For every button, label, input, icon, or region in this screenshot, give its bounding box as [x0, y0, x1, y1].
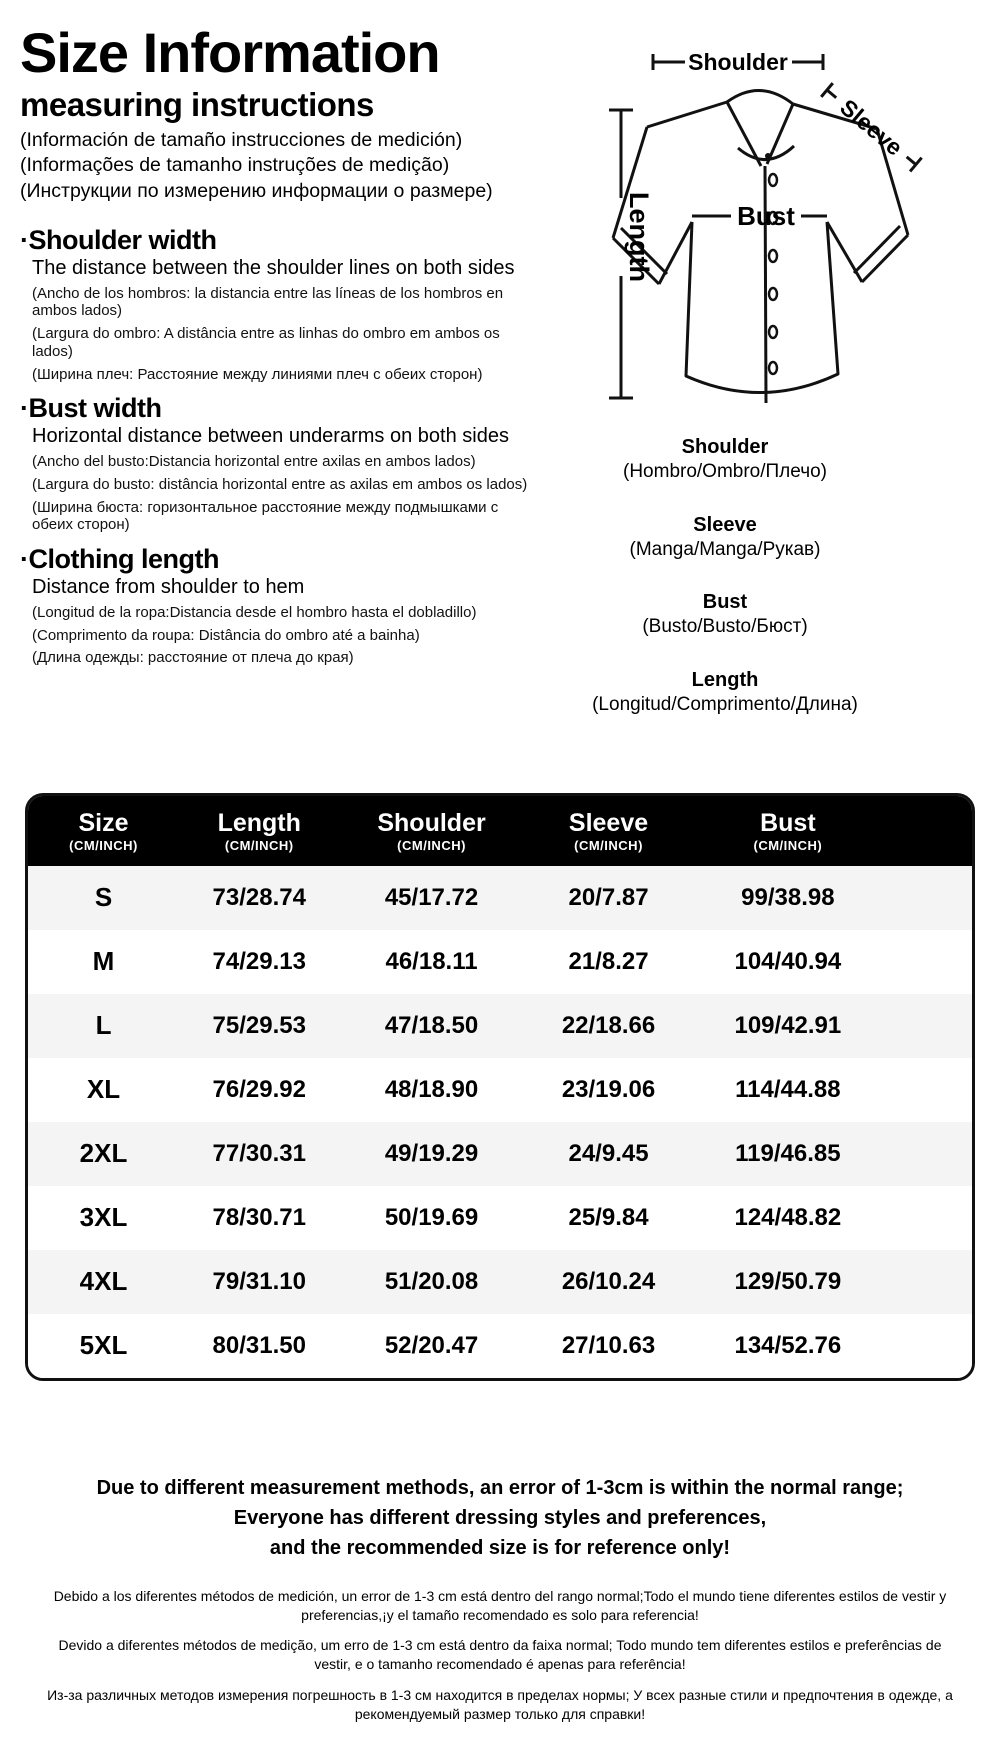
- section-body: Horizontal distance between underarms on both sides: [32, 425, 509, 448]
- shoulder-value: 49/19.29: [384, 1139, 479, 1167]
- spacer-cell: [882, 1250, 972, 1314]
- size-value: S: [94, 882, 113, 913]
- spacer-cell: [882, 866, 972, 930]
- subtitle-translation-ru: (Инструкции по измерению информации о размере): [20, 180, 493, 202]
- shoulder-value: 51/20.08: [384, 1267, 479, 1295]
- size-value: XL: [86, 1074, 121, 1105]
- top-section: [0, 0, 1000, 793]
- section-translation-pt: (Largura do ombro: A distância entre as linhas do ombro em ambos os lados): [32, 325, 500, 360]
- sleeve-value: 24/9.45: [568, 1139, 649, 1167]
- spacer-cell: [882, 796, 972, 866]
- spacer-cell: [882, 1058, 972, 1122]
- shoulder-value: 45/17.72: [384, 883, 479, 911]
- sleeve-value: 26/10.24: [561, 1267, 656, 1295]
- size-value: L: [95, 1010, 112, 1041]
- bust-value: 109/42.91: [734, 1011, 842, 1039]
- sleeve-value: 22/18.66: [561, 1011, 656, 1039]
- legend-translation: (Hombro/Ombro/Плечо): [623, 461, 827, 482]
- shoulder-value: 50/19.69: [384, 1203, 479, 1231]
- bust-value: 99/38.98: [741, 883, 835, 911]
- legend-item-shoulder: [555, 435, 895, 485]
- section-body: The distance between the shoulder lines on both sides: [32, 256, 515, 279]
- section-translation-ru: (Ширина бюста: горизонтальное расстояние между подмышками с обеих сторон): [32, 498, 499, 534]
- bust-value: 104/40.94: [734, 947, 842, 975]
- spacer-cell: [882, 1314, 972, 1378]
- page-subtitle: measuring instructions: [20, 85, 374, 123]
- spacer-cell: [882, 1186, 972, 1250]
- diagram-length-label: Length: [624, 192, 654, 282]
- shoulder-value: 47/18.50: [384, 1011, 479, 1039]
- column-unit: (CM/INCH): [753, 837, 823, 853]
- notice-line: and the recommended size is for reference only!: [269, 1536, 731, 1559]
- length-value: 78/30.71: [212, 1203, 306, 1231]
- notice-translation-ru: Из-за различных методов измерения погрешность в 1-3 см находится в пределах нормы; У всех разные стили и предпочтения в одежде, а рекомендуемый размер только для справки!: [47, 1687, 953, 1723]
- section-translation-ru: (Длина одежды: расстояние от плеча до края): [32, 649, 354, 667]
- diagram-shoulder-label: Shoulder: [688, 49, 788, 75]
- shoulder-value: 46/18.11: [385, 947, 478, 975]
- size-value: 5XL: [79, 1330, 128, 1361]
- section-heading: ·Bust width: [20, 393, 162, 424]
- size-table-header-row: [28, 796, 972, 866]
- bust-value: 124/48.82: [734, 1203, 842, 1231]
- notice-line: Everyone has different dressing styles and preferences,: [233, 1506, 767, 1529]
- length-value: 75/29.53: [212, 1011, 306, 1039]
- length-value: 79/31.10: [212, 1267, 306, 1295]
- column-header-shoulder: [340, 796, 524, 866]
- bust-measure: [692, 201, 827, 231]
- legend-item-bust: [555, 590, 895, 640]
- table-row-l: [28, 994, 972, 1058]
- column-header-length: [179, 796, 339, 866]
- shoulder-value: 48/18.90: [384, 1075, 479, 1103]
- column-label: Length: [217, 809, 301, 837]
- section-shoulder-width: [20, 225, 555, 383]
- section-translation-pt: (Comprimento da roupa: Distância do ombro até a bainha): [32, 626, 420, 644]
- diagram-column: [555, 30, 1000, 746]
- table-row-s: [28, 866, 972, 930]
- length-measure: [609, 110, 654, 398]
- sleeve-measure: [819, 80, 925, 174]
- notice-translation-es: Debido a los diferentes métodos de medición, un error de 1-3 cm está dentro del rango normal;Todo el mundo tiene diferentes estilos de vestir y preferencias,¡y el tamaño recomendado es solo para referencia!: [53, 1587, 947, 1623]
- footer-notice: [0, 1473, 1000, 1724]
- page-title: Size Information: [20, 21, 440, 84]
- table-row-3xl: [28, 1186, 972, 1250]
- shoulder-measure-bracket: [653, 49, 823, 75]
- notice-line: Due to different measurement methods, an error of 1-3cm is within the normal range;: [96, 1476, 904, 1499]
- bust-value: 119/46.85: [735, 1139, 841, 1167]
- bust-value: 129/50.79: [734, 1267, 842, 1295]
- table-row-xl: [28, 1058, 972, 1122]
- legend-item-sleeve: [555, 513, 895, 563]
- column-unit: (CM/INCH): [397, 837, 466, 853]
- sleeve-value: 25/9.84: [568, 1203, 649, 1231]
- section-heading: ·Clothing length: [20, 544, 219, 575]
- spacer-cell: [882, 930, 972, 994]
- legend-term: Bust: [702, 591, 748, 614]
- legend-item-length: [555, 668, 895, 718]
- table-row-5xl: [28, 1314, 972, 1378]
- section-clothing-length: [20, 544, 555, 667]
- length-value: 76/29.92: [212, 1075, 306, 1103]
- legend-term: Shoulder: [681, 436, 769, 458]
- diagram-sleeve-label: Sleeve: [835, 93, 908, 161]
- shirt-diagram: [555, 30, 1000, 415]
- column-label: Size: [78, 809, 129, 837]
- legend-term: Sleeve: [693, 513, 757, 536]
- length-value: 80/31.50: [212, 1331, 306, 1359]
- table-row-m: [28, 930, 972, 994]
- legend-translation: (Busto/Busto/Бюст): [642, 616, 808, 638]
- legend-translation: (Longitud/Comprimento/Длина): [592, 694, 858, 716]
- section-translation-es: (Ancho del busto:Distancia horizontal entre axilas en ambos lados): [32, 453, 476, 471]
- column-header-bust: [693, 796, 882, 866]
- table-row-4xl: [28, 1250, 972, 1314]
- section-translation-es: (Ancho de los hombros: la distancia entre las líneas de los hombros en ambos lados): [32, 284, 504, 320]
- size-value: M: [92, 946, 115, 977]
- diagram-legend: [555, 435, 895, 718]
- diagram-bust-label: Bust: [737, 201, 795, 231]
- subtitle-translation-pt: (Informações de tamanho instruções de medição): [20, 154, 450, 177]
- column-unit: (CM/INCH): [224, 837, 294, 853]
- bust-value: 114/44.88: [735, 1075, 841, 1103]
- length-value: 73/28.74: [212, 883, 306, 911]
- section-translation-es: (Longitud de la ropa:Distancia desde el hombro hasta el dobladillo): [32, 604, 477, 622]
- spacer-cell: [882, 1122, 972, 1186]
- legend-translation: (Manga/Manga/Рукав): [629, 538, 821, 560]
- size-value: 2XL: [79, 1138, 128, 1169]
- sleeve-value: 20/7.87: [568, 883, 649, 911]
- size-value: 3XL: [79, 1202, 128, 1233]
- column-label: Shoulder: [377, 809, 486, 837]
- column-header-sleeve: [524, 796, 694, 866]
- legend-term: Length: [691, 669, 759, 692]
- column-unit: (CM/INCH): [69, 837, 138, 853]
- length-value: 74/29.13: [212, 947, 306, 975]
- section-heading: ·Shoulder width: [20, 224, 217, 255]
- section-bust-width: [20, 393, 555, 534]
- section-body: Distance from shoulder to hem: [32, 576, 305, 599]
- column-header-size: [28, 796, 179, 866]
- instructions-column: [20, 22, 555, 667]
- sleeve-value: 21/8.27: [568, 947, 649, 975]
- table-row-2xl: [28, 1122, 972, 1186]
- column-label: Bust: [760, 809, 816, 837]
- size-table-container: [25, 793, 975, 1381]
- column-unit: (CM/INCH): [574, 837, 643, 853]
- bust-value: 134/52.76: [734, 1331, 842, 1359]
- section-translation-pt: (Largura do busto: distância horizontal entre as axilas em ambos os lados): [32, 475, 528, 493]
- section-translation-ru: (Ширина плеч: Расстояние между линиями плеч с обеих сторон): [32, 365, 483, 383]
- subtitle-translation-es: (Información de tamaño instrucciones de medición): [20, 128, 463, 151]
- length-value: 77/30.31: [212, 1139, 306, 1167]
- sleeve-value: 23/19.06: [561, 1075, 656, 1103]
- spacer-cell: [882, 994, 972, 1058]
- size-value: 4XL: [79, 1266, 128, 1297]
- sleeve-value: 27/10.63: [561, 1331, 656, 1359]
- size-table: [28, 796, 972, 1378]
- shoulder-value: 52/20.47: [384, 1331, 479, 1359]
- notice-translations: [0, 1587, 1000, 1724]
- column-label: Sleeve: [568, 809, 649, 837]
- notice-translation-pt: Devido a diferentes métodos de medição, um erro de 1-3 cm está dentro da faixa normal; Todo mundo tem diferentes estilos e preferências de vestir, e o tamanho recomendado é apenas para referência!: [58, 1637, 942, 1673]
- measurement-notice: [0, 1473, 1000, 1563]
